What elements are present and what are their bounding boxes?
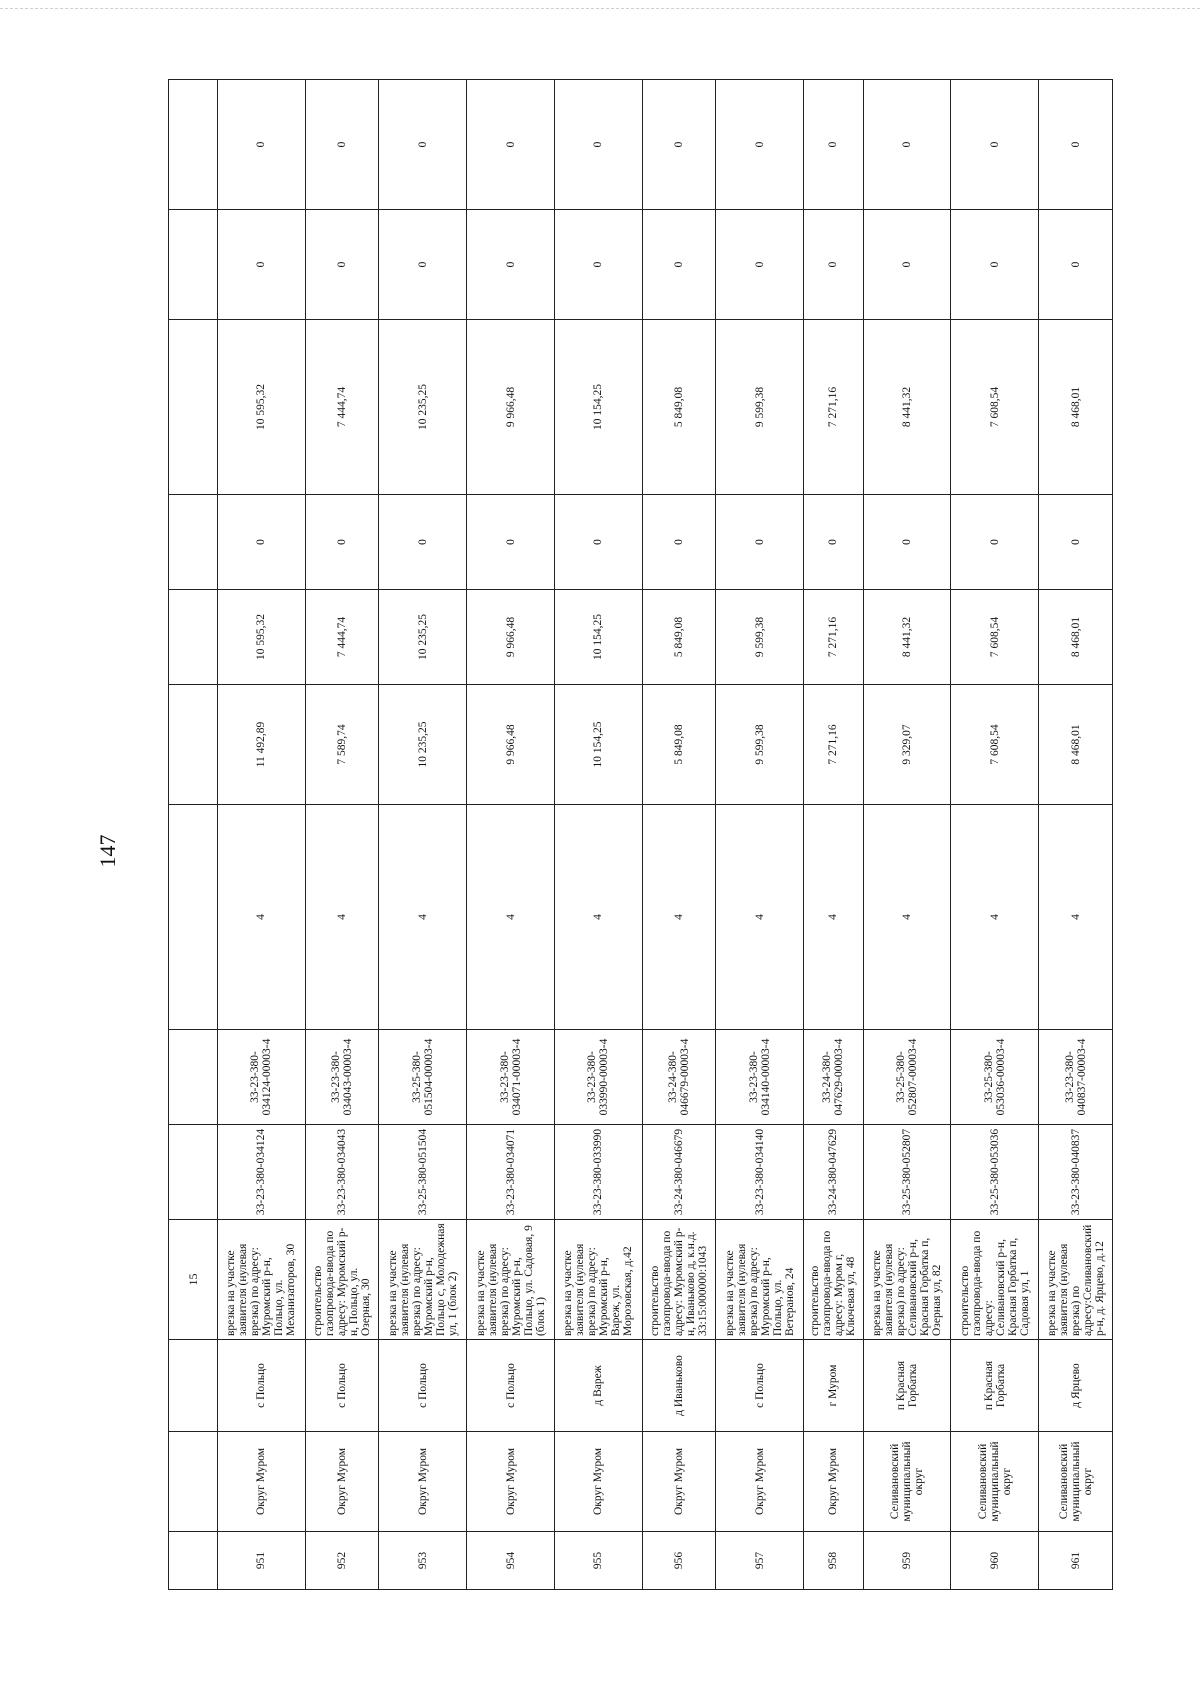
cost-value-cell: 0 bbox=[804, 495, 864, 590]
cost-value-cell: 7 608,54 bbox=[951, 685, 1039, 805]
application-number-cell: 33-25-380-053036 bbox=[951, 1125, 1039, 1220]
table-row bbox=[554, 80, 642, 1590]
cost-value-cell: 0 bbox=[1039, 495, 1113, 590]
application-number-cell: 33-23-380-033990 bbox=[554, 1125, 642, 1220]
district-cell: Округ Муром bbox=[467, 1432, 555, 1532]
cost-value-cell: 0 bbox=[379, 80, 467, 210]
cost-value-cell: 10 154,25 bbox=[554, 590, 642, 685]
category-cell: 4 bbox=[804, 805, 864, 1030]
cost-value-cell: 9 966,48 bbox=[467, 320, 555, 495]
application-number-cell: 33-25-380-051504 bbox=[379, 1125, 467, 1220]
district-cell: Округ Муром bbox=[804, 1432, 864, 1532]
category-cell: 4 bbox=[305, 805, 379, 1030]
header-cell bbox=[169, 1125, 218, 1220]
cost-value-cell: 7 608,54 bbox=[951, 320, 1039, 495]
settlement-cell: д Иваньково bbox=[642, 1340, 716, 1432]
header-cell bbox=[169, 805, 218, 1030]
header-row bbox=[169, 80, 218, 1590]
cost-value-cell: 7 589,74 bbox=[305, 685, 379, 805]
work-description-cell: врезка на участке заявителя (нулевая врезка) по адресу: Муромский р-н, Польцо с, Молодежная ул, 1 (блок 2) bbox=[379, 1220, 467, 1340]
contract-number-cell: 33-23-380-034043-00003-4 bbox=[305, 1030, 379, 1125]
district-cell: Селивановский муниципальный округ bbox=[863, 1432, 951, 1532]
district-cell: Округ Муром bbox=[642, 1432, 716, 1532]
application-number-cell: 33-24-380-047629 bbox=[804, 1125, 864, 1220]
cost-value-cell: 0 bbox=[863, 80, 951, 210]
district-cell: Округ Муром bbox=[218, 1432, 306, 1532]
cost-value-cell: 0 bbox=[642, 210, 716, 320]
cost-value-cell: 8 468,01 bbox=[1039, 320, 1113, 495]
cost-value-cell: 10 235,25 bbox=[379, 320, 467, 495]
cost-value-cell: 10 595,32 bbox=[218, 590, 306, 685]
row-number-cell: 957 bbox=[716, 1532, 804, 1590]
row-number-cell: 961 bbox=[1039, 1532, 1113, 1590]
work-description-cell: врезка на участке заявителя (нулевая врезка) по адресу: Муромский р-н, Польцо, ул. Механизаторов, 30 bbox=[218, 1220, 306, 1340]
cost-value-cell: 9 329,07 bbox=[863, 685, 951, 805]
header-cell bbox=[169, 1532, 218, 1590]
district-cell: Округ Муром bbox=[716, 1432, 804, 1532]
header-cell bbox=[169, 1432, 218, 1532]
settlement-cell: с Польцо bbox=[379, 1340, 467, 1432]
application-number-cell: 33-23-380-034124 bbox=[218, 1125, 306, 1220]
cost-value-cell: 0 bbox=[467, 210, 555, 320]
cost-value-cell: 7 444,74 bbox=[305, 320, 379, 495]
row-number-cell: 954 bbox=[467, 1532, 555, 1590]
category-cell: 4 bbox=[379, 805, 467, 1030]
settlement-cell: с Польцо bbox=[218, 1340, 306, 1432]
work-description-cell: врезка на участке заявителя (нулевая врезка) по адресу: Муромский р-н, Вареж, ул. Морозовская, д.42 bbox=[554, 1220, 642, 1340]
header-cell bbox=[169, 80, 218, 210]
row-number-cell: 951 bbox=[218, 1532, 306, 1590]
cost-value-cell: 8 468,01 bbox=[1039, 685, 1113, 805]
table-region bbox=[168, 80, 1113, 1590]
category-cell: 4 bbox=[716, 805, 804, 1030]
table-row bbox=[863, 80, 951, 1590]
contract-number-cell: 33-25-380-052807-00003-4 bbox=[863, 1030, 951, 1125]
table-row bbox=[218, 80, 306, 1590]
cost-value-cell: 0 bbox=[951, 80, 1039, 210]
settlement-cell: г Муром bbox=[804, 1340, 864, 1432]
settlement-cell: п Красная Горбатка bbox=[951, 1340, 1039, 1432]
cost-value-cell: 9 966,48 bbox=[467, 685, 555, 805]
header-cell bbox=[169, 685, 218, 805]
application-number-cell: 33-24-380-046679 bbox=[642, 1125, 716, 1220]
row-number-cell: 959 bbox=[863, 1532, 951, 1590]
category-cell: 4 bbox=[554, 805, 642, 1030]
cost-value-cell: 9 599,38 bbox=[716, 320, 804, 495]
cost-value-cell: 11 492,89 bbox=[218, 685, 306, 805]
cost-value-cell: 0 bbox=[951, 495, 1039, 590]
row-number-cell: 958 bbox=[804, 1532, 864, 1590]
cost-value-cell: 0 bbox=[467, 495, 555, 590]
contract-number-cell: 33-23-380-033990-00003-4 bbox=[554, 1030, 642, 1125]
category-cell: 4 bbox=[951, 805, 1039, 1030]
category-cell: 4 bbox=[467, 805, 555, 1030]
contract-number-cell: 33-23-380-034071-00003-4 bbox=[467, 1030, 555, 1125]
work-description-cell: строительство газопровода-ввода по адресу: Муром г, Ключевая ул, 48 bbox=[804, 1220, 864, 1340]
settlement-cell: с Польцо bbox=[467, 1340, 555, 1432]
cost-value-cell: 0 bbox=[1039, 210, 1113, 320]
table-row bbox=[951, 80, 1039, 1590]
settlement-cell: п Красная Горбатка bbox=[863, 1340, 951, 1432]
row-number-cell: 955 bbox=[554, 1532, 642, 1590]
rotated-table-container bbox=[168, 80, 1113, 1590]
contract-number-cell: 33-25-380-053036-00003-4 bbox=[951, 1030, 1039, 1125]
table-row bbox=[642, 80, 716, 1590]
cost-value-cell: 0 bbox=[218, 495, 306, 590]
cost-value-cell: 8 441,32 bbox=[863, 590, 951, 685]
table-row bbox=[1039, 80, 1113, 1590]
cost-value-cell: 7 608,54 bbox=[951, 590, 1039, 685]
table-row bbox=[804, 80, 864, 1590]
category-cell: 4 bbox=[1039, 805, 1113, 1030]
application-number-cell: 33-25-380-052807 bbox=[863, 1125, 951, 1220]
table-row bbox=[379, 80, 467, 1590]
application-number-cell: 33-23-380-040837 bbox=[1039, 1125, 1113, 1220]
scan-artifact-line bbox=[0, 8, 1200, 9]
cost-value-cell: 7 271,16 bbox=[804, 590, 864, 685]
cost-value-cell: 0 bbox=[642, 80, 716, 210]
cost-value-cell: 0 bbox=[716, 80, 804, 210]
cost-value-cell: 8 468,01 bbox=[1039, 590, 1113, 685]
cost-value-cell: 5 849,08 bbox=[642, 685, 716, 805]
work-description-cell: строительство газопровода-ввода по адресу: Селивановский р-н, Красная Горбатка п, Садовая ул, 1 bbox=[951, 1220, 1039, 1340]
cost-value-cell: 8 441,32 bbox=[863, 320, 951, 495]
cost-value-cell: 0 bbox=[379, 495, 467, 590]
cost-value-cell: 0 bbox=[305, 495, 379, 590]
table-row bbox=[716, 80, 804, 1590]
table-row bbox=[305, 80, 379, 1590]
cost-value-cell: 5 849,08 bbox=[642, 590, 716, 685]
district-cell: Селивановский муниципальный округ bbox=[951, 1432, 1039, 1532]
work-description-cell: врезка на участке заявителя (нулевая врезка) по адресу: Селивановский р-н, Красная Горбатка п, Озерная ул, 82 bbox=[863, 1220, 951, 1340]
cost-value-cell: 0 bbox=[716, 210, 804, 320]
cost-value-cell: 0 bbox=[218, 210, 306, 320]
cost-value-cell: 7 444,74 bbox=[305, 590, 379, 685]
row-number-cell: 960 bbox=[951, 1532, 1039, 1590]
contract-number-cell: 33-25-380-051504-00003-4 bbox=[379, 1030, 467, 1125]
cost-value-cell: 0 bbox=[554, 495, 642, 590]
table-row bbox=[467, 80, 555, 1590]
work-description-cell: врезка на участке заявителя (нулевая врезка) по адресу:Селивановский р-н, д. Ярцево, д.12 bbox=[1039, 1220, 1113, 1340]
application-number-cell: 33-23-380-034140 bbox=[716, 1125, 804, 1220]
cost-value-cell: 0 bbox=[804, 80, 864, 210]
cost-value-cell: 0 bbox=[863, 210, 951, 320]
cost-value-cell: 9 966,48 bbox=[467, 590, 555, 685]
cost-value-cell: 0 bbox=[305, 80, 379, 210]
category-cell: 4 bbox=[642, 805, 716, 1030]
contract-number-cell: 33-23-380-034140-00003-4 bbox=[716, 1030, 804, 1125]
work-description-cell: строительство газопровода-ввода по адресу: Муромский р-н, Польцо, ул. Озерная, 30 bbox=[305, 1220, 379, 1340]
contract-number-cell: 33-24-380-047629-00003-4 bbox=[804, 1030, 864, 1125]
cost-value-cell: 10 235,25 bbox=[379, 685, 467, 805]
cost-value-cell: 9 599,38 bbox=[716, 590, 804, 685]
cost-value-cell: 0 bbox=[467, 80, 555, 210]
row-number-cell: 956 bbox=[642, 1532, 716, 1590]
header-cell bbox=[169, 320, 218, 495]
cost-value-cell: 10 154,25 bbox=[554, 685, 642, 805]
cost-value-cell: 0 bbox=[716, 495, 804, 590]
cost-value-cell: 0 bbox=[951, 210, 1039, 320]
row-number-cell: 952 bbox=[305, 1532, 379, 1590]
cost-value-cell: 10 595,32 bbox=[218, 320, 306, 495]
district-cell: Селивановский муниципальный округ bbox=[1039, 1432, 1113, 1532]
district-cell: Округ Муром bbox=[554, 1432, 642, 1532]
settlement-cell: д Вареж bbox=[554, 1340, 642, 1432]
cost-value-cell: 0 bbox=[305, 210, 379, 320]
contract-number-cell: 33-24-380-046679-00003-4 bbox=[642, 1030, 716, 1125]
cost-value-cell: 0 bbox=[554, 80, 642, 210]
cost-value-cell: 5 849,08 bbox=[642, 320, 716, 495]
cost-value-cell: 0 bbox=[218, 80, 306, 210]
contract-number-cell: 33-23-380-034124-00003-4 bbox=[218, 1030, 306, 1125]
header-cell bbox=[169, 1340, 218, 1432]
row-number-cell: 953 bbox=[379, 1532, 467, 1590]
header-cell bbox=[169, 590, 218, 685]
header-cell bbox=[169, 210, 218, 320]
cost-value-cell: 10 235,25 bbox=[379, 590, 467, 685]
category-cell: 4 bbox=[218, 805, 306, 1030]
cost-value-cell: 10 154,25 bbox=[554, 320, 642, 495]
cost-value-cell: 7 271,16 bbox=[804, 685, 864, 805]
contract-number-cell: 33-23-380-040837-00003-4 bbox=[1039, 1030, 1113, 1125]
header-cell bbox=[169, 1030, 218, 1125]
category-cell: 4 bbox=[863, 805, 951, 1030]
settlement-cell: с Польцо bbox=[716, 1340, 804, 1432]
cost-value-cell: 0 bbox=[804, 210, 864, 320]
cost-value-cell: 0 bbox=[1039, 80, 1113, 210]
district-cell: Округ Муром bbox=[305, 1432, 379, 1532]
settlement-cell: д Ярцево bbox=[1039, 1340, 1113, 1432]
application-number-cell: 33-23-380-034071 bbox=[467, 1125, 555, 1220]
cost-value-cell: 0 bbox=[379, 210, 467, 320]
header-cell bbox=[169, 495, 218, 590]
settlement-cell: с Польцо bbox=[305, 1340, 379, 1432]
work-description-cell: строительство газопровода-ввода по адресу: Муромский р-н, Иваньково д, к.н.д. 33:15:000000:1043 bbox=[642, 1220, 716, 1340]
page-number: 147 bbox=[95, 834, 120, 868]
cost-value-cell: 0 bbox=[554, 210, 642, 320]
work-description-cell: врезка на участке заявителя (нулевая врезка) по адресу: Муромский р-н, Польцо, ул. Садовая, 9 (блок 1) bbox=[467, 1220, 555, 1340]
cost-value-cell: 0 bbox=[863, 495, 951, 590]
cost-value-cell: 9 599,38 bbox=[716, 685, 804, 805]
application-number-cell: 33-23-380-034043 bbox=[305, 1125, 379, 1220]
district-cell: Округ Муром bbox=[379, 1432, 467, 1532]
work-description-cell: врезка на участке заявителя (нулевая врезка) по адресу: Муромский р-н, Польцо, ул. Ветеранов, 24 bbox=[716, 1220, 804, 1340]
cost-value-cell: 0 bbox=[642, 495, 716, 590]
cost-value-cell: 7 271,16 bbox=[804, 320, 864, 495]
header-cell-15: 15 bbox=[169, 1220, 218, 1340]
gas-connection-table bbox=[168, 79, 1113, 1590]
